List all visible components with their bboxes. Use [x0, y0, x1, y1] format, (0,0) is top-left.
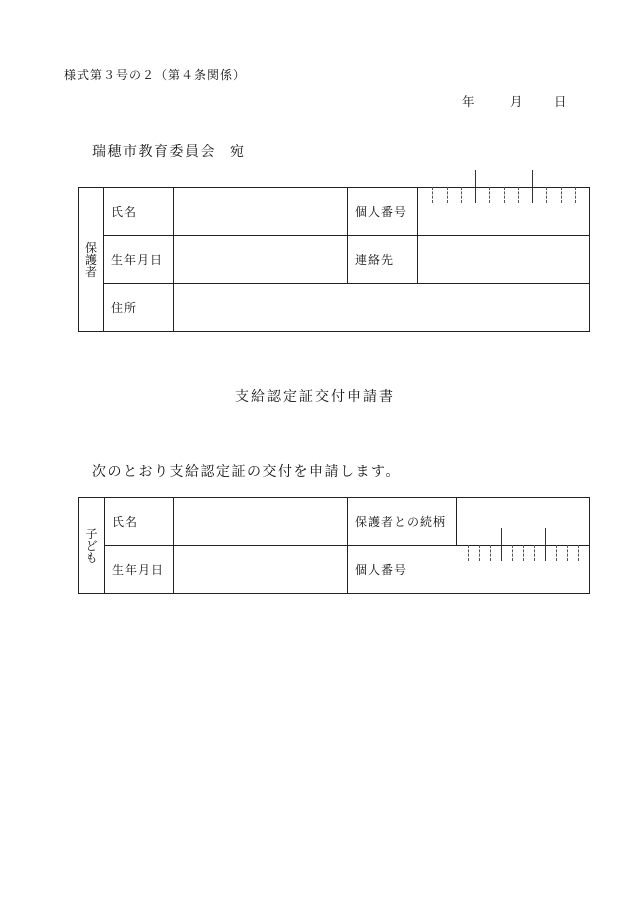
- guardian-section-label: 保護者: [79, 188, 104, 332]
- digit-divider: [461, 187, 462, 203]
- digit-divider: [512, 545, 513, 561]
- date-day-label: 日: [554, 94, 567, 109]
- guardian-contact-label: 連絡先: [348, 236, 418, 284]
- addressee: [92, 141, 246, 161]
- guardian-birth-label: 生年月日: [104, 236, 174, 284]
- digit-divider: [447, 187, 448, 203]
- guardian-contact-field[interactable]: [418, 236, 590, 284]
- digit-divider: [468, 545, 469, 561]
- digit-divider: [523, 545, 524, 561]
- child-birth-field[interactable]: [174, 546, 348, 594]
- child-mynumber-field[interactable]: [457, 546, 590, 594]
- child-mynumber-label: 個人番号: [348, 546, 457, 594]
- digit-divider: [578, 545, 579, 561]
- guardian-table: [78, 187, 590, 332]
- digit-divider: [567, 545, 568, 561]
- digit-group-divider: [501, 528, 502, 561]
- child-name-label: 氏名: [105, 498, 174, 546]
- digit-group-divider: [532, 170, 533, 203]
- child-relationship-label: 保護者との続柄: [348, 498, 457, 546]
- digit-divider: [561, 187, 562, 203]
- digit-divider: [489, 187, 490, 203]
- child-table: [78, 497, 590, 594]
- digit-group-divider: [545, 528, 546, 561]
- document-title: 支給認定証交付申請書: [235, 389, 395, 405]
- addressee-suffix: 宛: [230, 144, 246, 160]
- child-section-label: 子ども: [79, 498, 105, 594]
- digit-divider: [556, 545, 557, 561]
- child-relationship-field[interactable]: [457, 498, 590, 546]
- child-birth-label: 生年月日: [105, 546, 174, 594]
- form-number: 様式第３号の２（第４条関係）: [64, 68, 247, 82]
- date-month-label: 月: [510, 94, 523, 109]
- digit-divider: [546, 187, 547, 203]
- guardian-birth-field[interactable]: [174, 236, 348, 284]
- application-statement: 次のとおり支給認定証の交付を申請します。: [92, 464, 401, 480]
- digit-divider: [575, 187, 576, 203]
- guardian-address-label: 住所: [104, 284, 174, 332]
- digit-divider: [479, 545, 480, 561]
- digit-divider: [534, 545, 535, 561]
- date-year-label: 年: [462, 94, 475, 109]
- addressee-name: 瑞穂市教育委員会: [92, 144, 216, 160]
- guardian-mynumber-label: 個人番号: [348, 188, 418, 236]
- digit-divider: [490, 545, 491, 561]
- digit-divider: [504, 187, 505, 203]
- guardian-name-label: 氏名: [104, 188, 174, 236]
- guardian-address-field[interactable]: [174, 284, 590, 332]
- digit-divider: [432, 187, 433, 203]
- digit-group-divider: [475, 170, 476, 203]
- digit-divider: [518, 187, 519, 203]
- guardian-mynumber-field[interactable]: [418, 188, 590, 236]
- guardian-name-field[interactable]: [174, 188, 348, 236]
- child-name-field[interactable]: [174, 498, 348, 546]
